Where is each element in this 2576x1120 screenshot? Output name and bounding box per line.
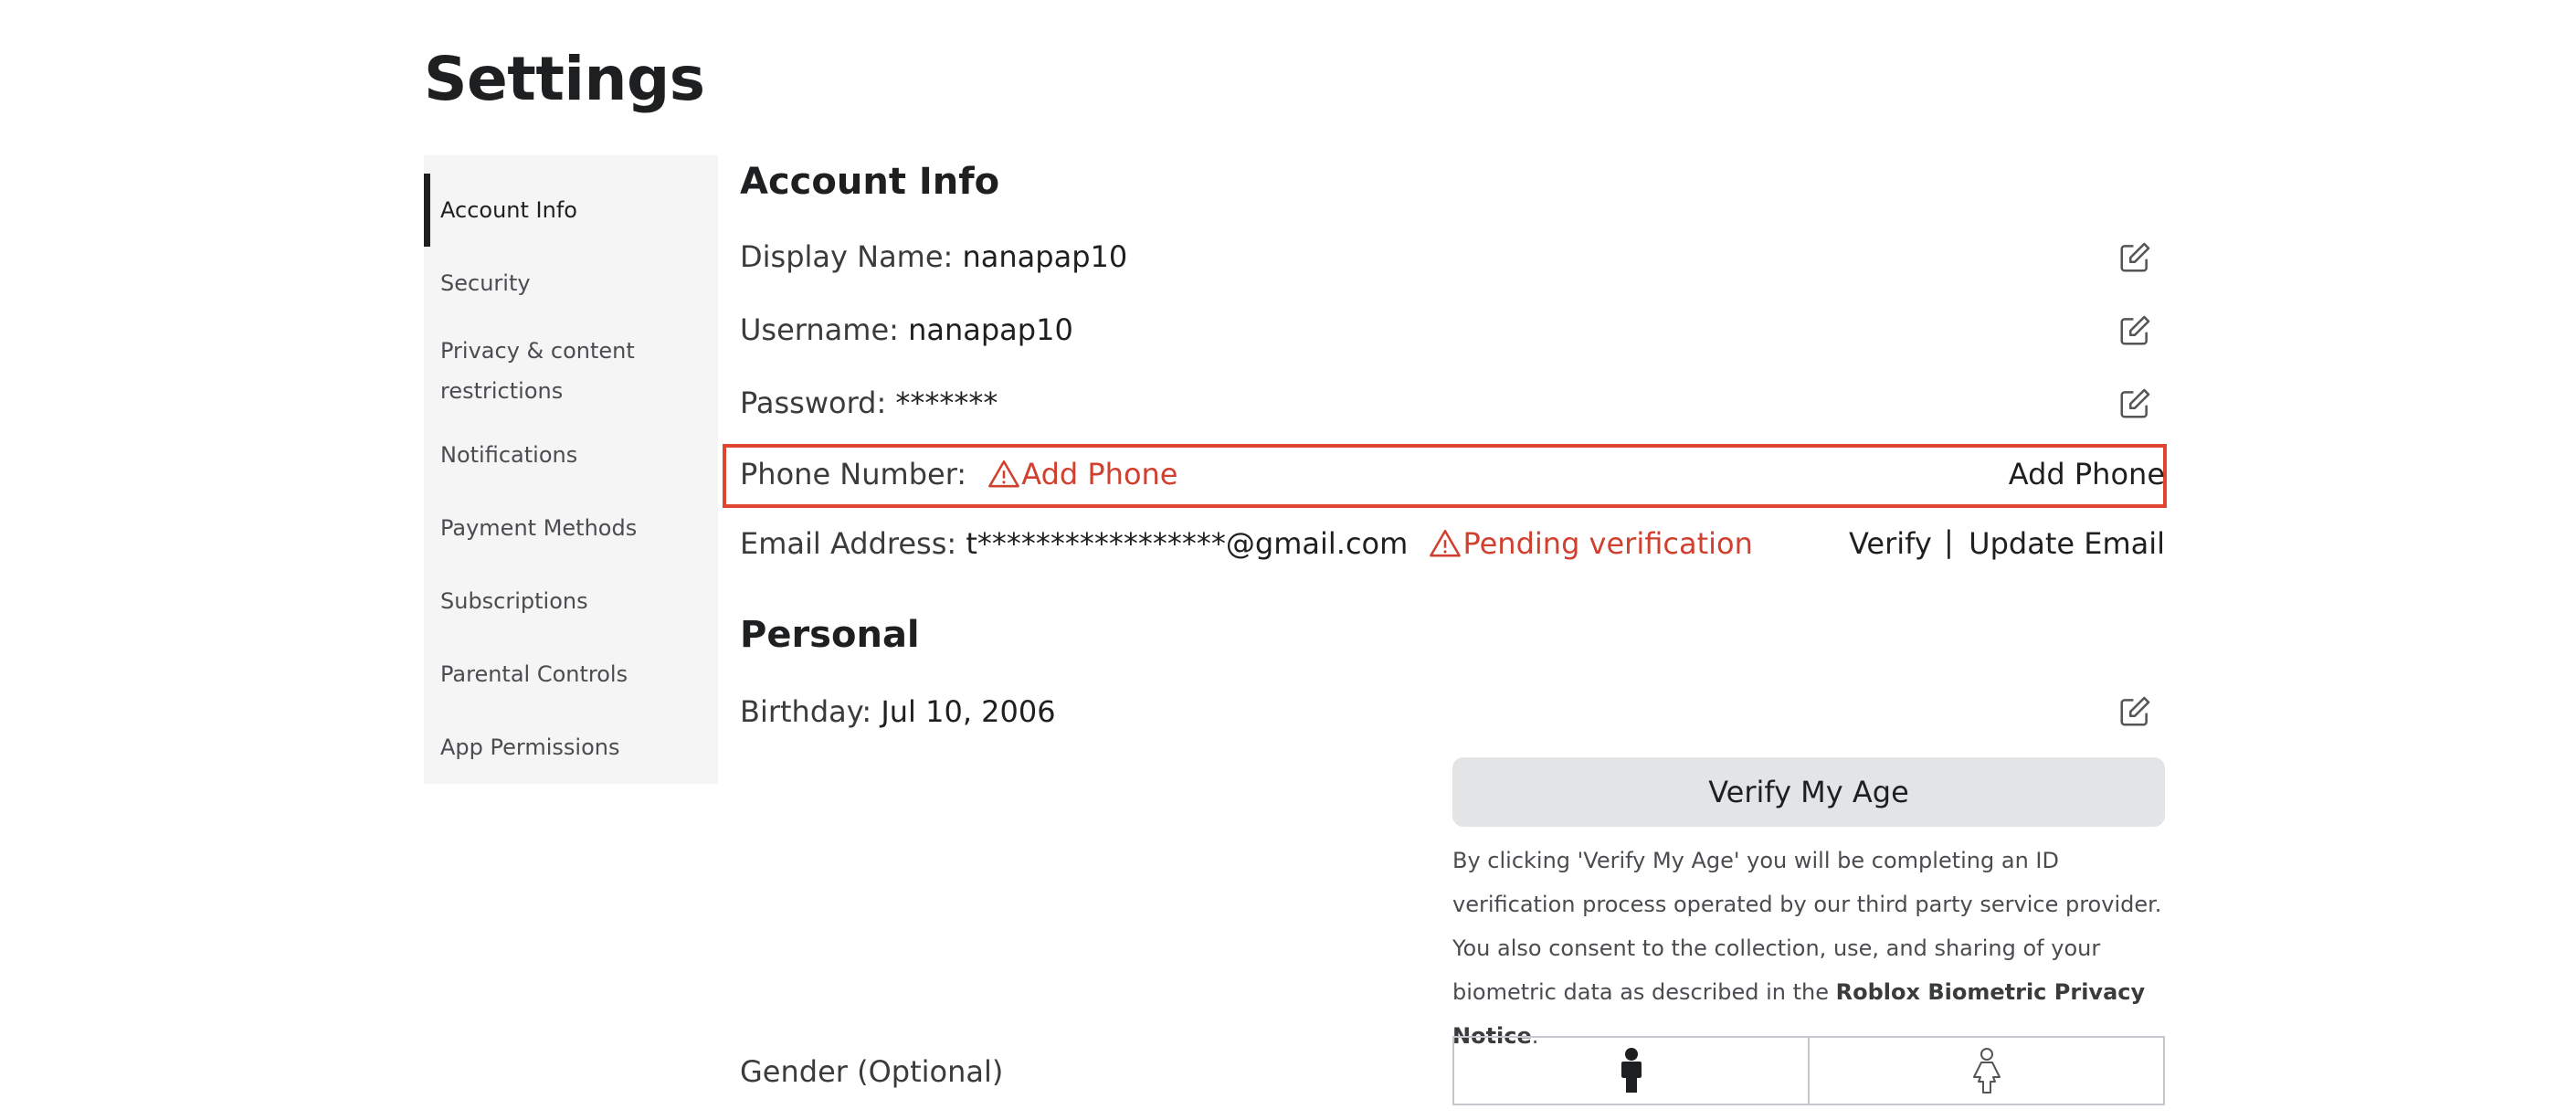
account-info-heading: Account Info xyxy=(740,161,1000,203)
phone-number-row xyxy=(740,457,1177,491)
disclaimer-end: . xyxy=(1531,1023,1539,1049)
email-status: Pending verification xyxy=(1462,526,1753,561)
username-row xyxy=(740,312,1073,347)
phone-status: Add Phone xyxy=(1021,457,1178,491)
female-icon xyxy=(1971,1047,2002,1094)
email-label: Email Address: xyxy=(740,526,957,561)
password-value: ******* xyxy=(895,386,998,420)
settings-sidebar xyxy=(424,155,718,784)
birthday-row xyxy=(740,694,1056,729)
sidebar-item-payment-methods[interactable]: Payment Methods xyxy=(440,515,638,541)
edit-password-icon[interactable] xyxy=(2117,386,2152,421)
sidebar-item-parental-controls[interactable]: Parental Controls xyxy=(440,661,628,687)
display-name-row xyxy=(740,239,1127,274)
birthday-label: Birthday: xyxy=(740,694,872,729)
action-separator: | xyxy=(1944,524,1954,559)
disclaimer-text: By clicking 'Verify My Age' you will be completing an ID verification process operated by our third party service provider. You also consent to the collection, use, and sharing of your biometric data as described in the xyxy=(1452,848,2162,1005)
password-label: Password: xyxy=(740,386,887,420)
warning-icon xyxy=(1430,528,1461,557)
update-email-link[interactable]: Update Email xyxy=(1969,526,2165,561)
username-value: nanapap10 xyxy=(908,312,1073,347)
birthday-value: Jul 10, 2006 xyxy=(881,694,1056,729)
verification-disclaimer xyxy=(1452,839,2174,1058)
edit-display-name-icon[interactable] xyxy=(2117,240,2152,275)
display-name-value: nanapap10 xyxy=(962,239,1128,274)
sidebar-item-account-info[interactable]: Account Info xyxy=(424,174,718,247)
sidebar-item-subscriptions[interactable]: Subscriptions xyxy=(440,588,588,614)
gender-selector xyxy=(1452,1036,2165,1105)
edit-birthday-icon[interactable] xyxy=(2117,694,2152,729)
phone-number-label: Phone Number: xyxy=(740,457,967,491)
page-title: Settings xyxy=(424,44,705,114)
edit-username-icon[interactable] xyxy=(2117,313,2152,348)
sidebar-item-notifications[interactable]: Notifications xyxy=(440,442,578,468)
username-label: Username: xyxy=(740,312,899,347)
biometric-privacy-notice-link[interactable]: Roblox Biometric Privacy Notice xyxy=(1452,979,2146,1049)
gender-label: Gender (Optional) xyxy=(740,1054,1004,1089)
email-value: t*****************@gmail.com xyxy=(966,526,1409,561)
gender-male-option[interactable] xyxy=(1454,1038,1808,1104)
male-icon xyxy=(1618,1047,1645,1094)
sidebar-item-app-permissions[interactable]: App Permissions xyxy=(440,734,620,760)
sidebar-item-security[interactable]: Security xyxy=(440,270,531,296)
personal-heading: Personal xyxy=(740,614,920,656)
verify-my-age-button[interactable]: Verify My Age xyxy=(1452,757,2165,827)
verify-email-link[interactable]: Verify xyxy=(1849,526,1932,561)
gender-female-option[interactable] xyxy=(1808,1038,2163,1104)
add-phone-button[interactable]: Add Phone xyxy=(2008,457,2165,491)
sidebar-item-privacy[interactable]: Privacy & content restrictions xyxy=(440,338,635,404)
email-row xyxy=(740,526,1753,561)
warning-icon xyxy=(988,459,1019,488)
password-row xyxy=(740,386,998,420)
display-name-label: Display Name: xyxy=(740,239,954,274)
